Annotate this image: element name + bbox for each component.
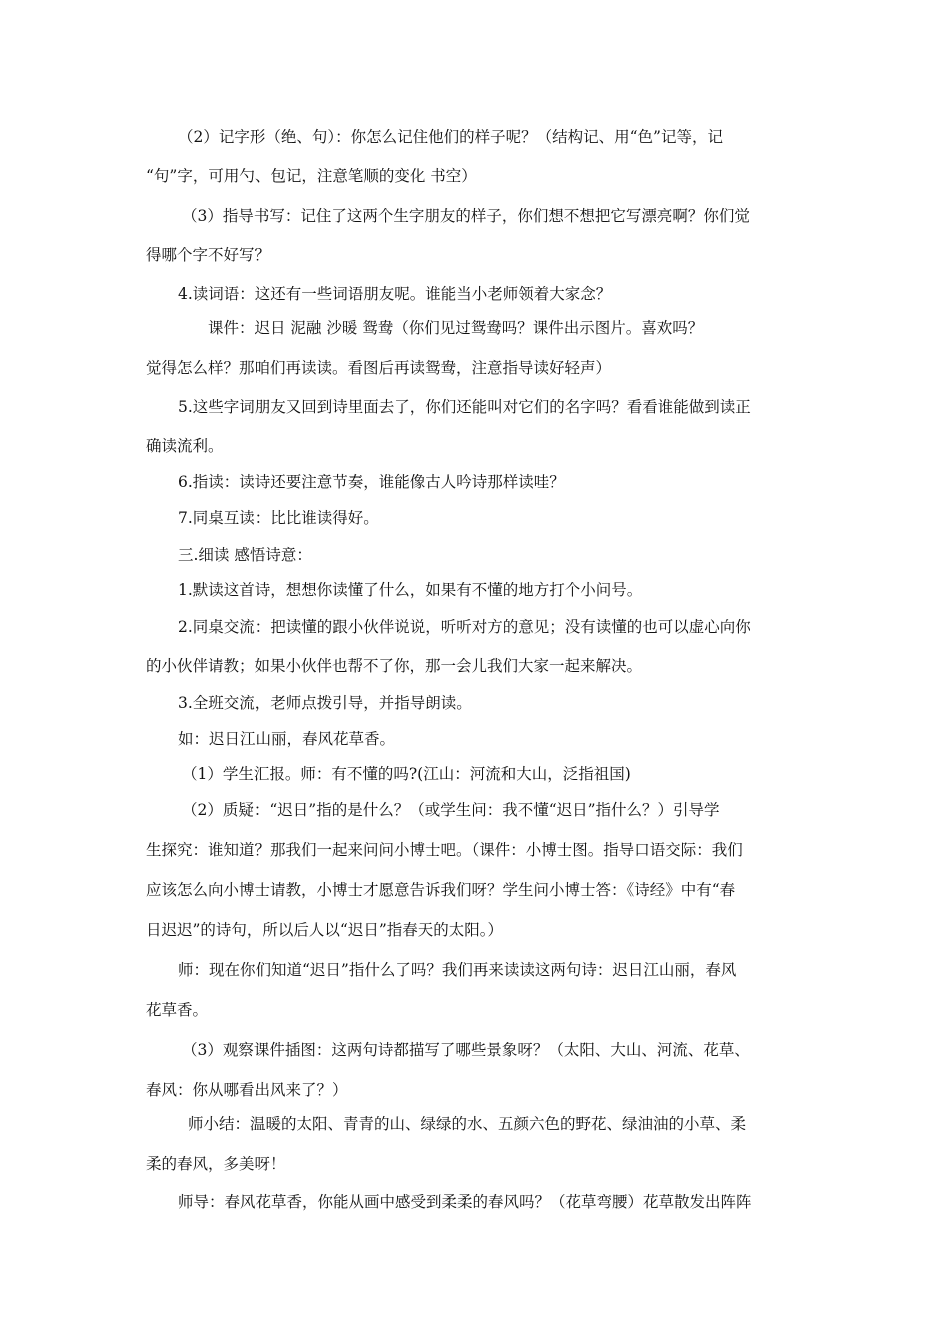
text-line-25: （3）观察课件插图：这两句诗都描写了哪些景象呀？（太阳、大山、河流、花草、 — [182, 1041, 750, 1059]
text-line-28: 柔的春风，多美呀！ — [146, 1155, 286, 1173]
text-line-26: 春风：你从哪看出风来了？） — [146, 1081, 348, 1099]
text-line-27: 师小结：温暖的太阳、青青的山、绿绿的水、五颜六色的野花、绿油油的小草、柔 — [188, 1115, 747, 1133]
text-line-15: 的小伙伴请教；如果小伙伴也帮不了你，那一会儿我们大家一起来解决。 — [146, 657, 643, 675]
text-line-23: 师：现在你们知道“迟日”指什么了吗？我们再来读读这两句诗：迟日江山丽，春风 — [178, 961, 737, 979]
text-line-3: （3）指导书写：记住了这两个生字朋友的样子，你们想不想把它写漂亮啊？你们觉 — [182, 207, 750, 225]
text-line-2: “句”字，可用勺、包记，注意笔顺的变化 书空） — [146, 167, 477, 185]
text-line-5: 4.读词语：这还有一些词语朋友呢。谁能当小老师领着大家念？ — [178, 285, 612, 303]
text-line-4: 得哪个字不好写？ — [146, 246, 271, 264]
text-line-1: （2）记字形（绝、句）：你怎么记住他们的样子呢？（结构记、用“色”记等，记 — [178, 128, 723, 146]
text-line-18: （1）学生汇报。师：有不懂的吗?(江山：河流和大山，泛指祖国) — [182, 765, 631, 783]
text-line-19: （2）质疑：“迟日”指的是什么？（或学生问：我不懂“迟日”指什么？）引导学 — [182, 801, 720, 819]
text-line-10: 6.指读：读诗还要注意节奏，谁能像古人吟诗那样读哇？ — [178, 473, 565, 491]
text-line-7: 觉得怎么样？那咱们再读读。看图后再读鸳鸯，注意指导读好轻声） — [146, 359, 612, 377]
text-line-8: 5.这些字词朋友又回到诗里面去了，你们还能叫对它们的名字吗？看看谁能做到读正 — [178, 398, 751, 416]
text-line-16: 3.全班交流，老师点拨引导，并指导朗读。 — [178, 694, 472, 712]
text-line-20: 生探究：谁知道？那我们一起来问问小博士吧。（课件：小博士图。指导口语交际：我们 — [146, 841, 743, 859]
text-line-14: 2.同桌交流：把读懂的跟小伙伴说说，听听对方的意见；没有读懂的也可以虚心向你 — [178, 618, 751, 636]
text-line-22: 日迟迟”的诗句，所以后人以“迟日”指春天的太阳。） — [146, 921, 504, 939]
text-line-21: 应该怎么向小博士请教，小博士才愿意告诉我们呀？学生问小博士答：《诗经》中有“春 — [146, 881, 736, 899]
text-line-6: 课件：迟日 泥融 沙暖 鸳鸯（你们见过鸳鸯吗？课件出示图片。喜欢吗？ — [208, 319, 704, 337]
text-line-9: 确读流利。 — [146, 437, 224, 455]
text-line-17: 如：迟日江山丽，春风花草香。 — [178, 730, 396, 748]
text-line-29: 师导：春风花草香，你能从画中感受到柔柔的春风吗？（花草弯腰）花草散发出阵阵 — [178, 1193, 752, 1211]
section-heading: 三.细读 感悟诗意： — [178, 546, 312, 564]
text-line-24: 花草香。 — [146, 1001, 209, 1019]
text-line-11: 7.同桌互读：比比谁读得好。 — [178, 509, 379, 527]
text-line-13: 1.默读这首诗，想想你读懂了什么，如果有不懂的地方打个小问号。 — [178, 581, 643, 599]
